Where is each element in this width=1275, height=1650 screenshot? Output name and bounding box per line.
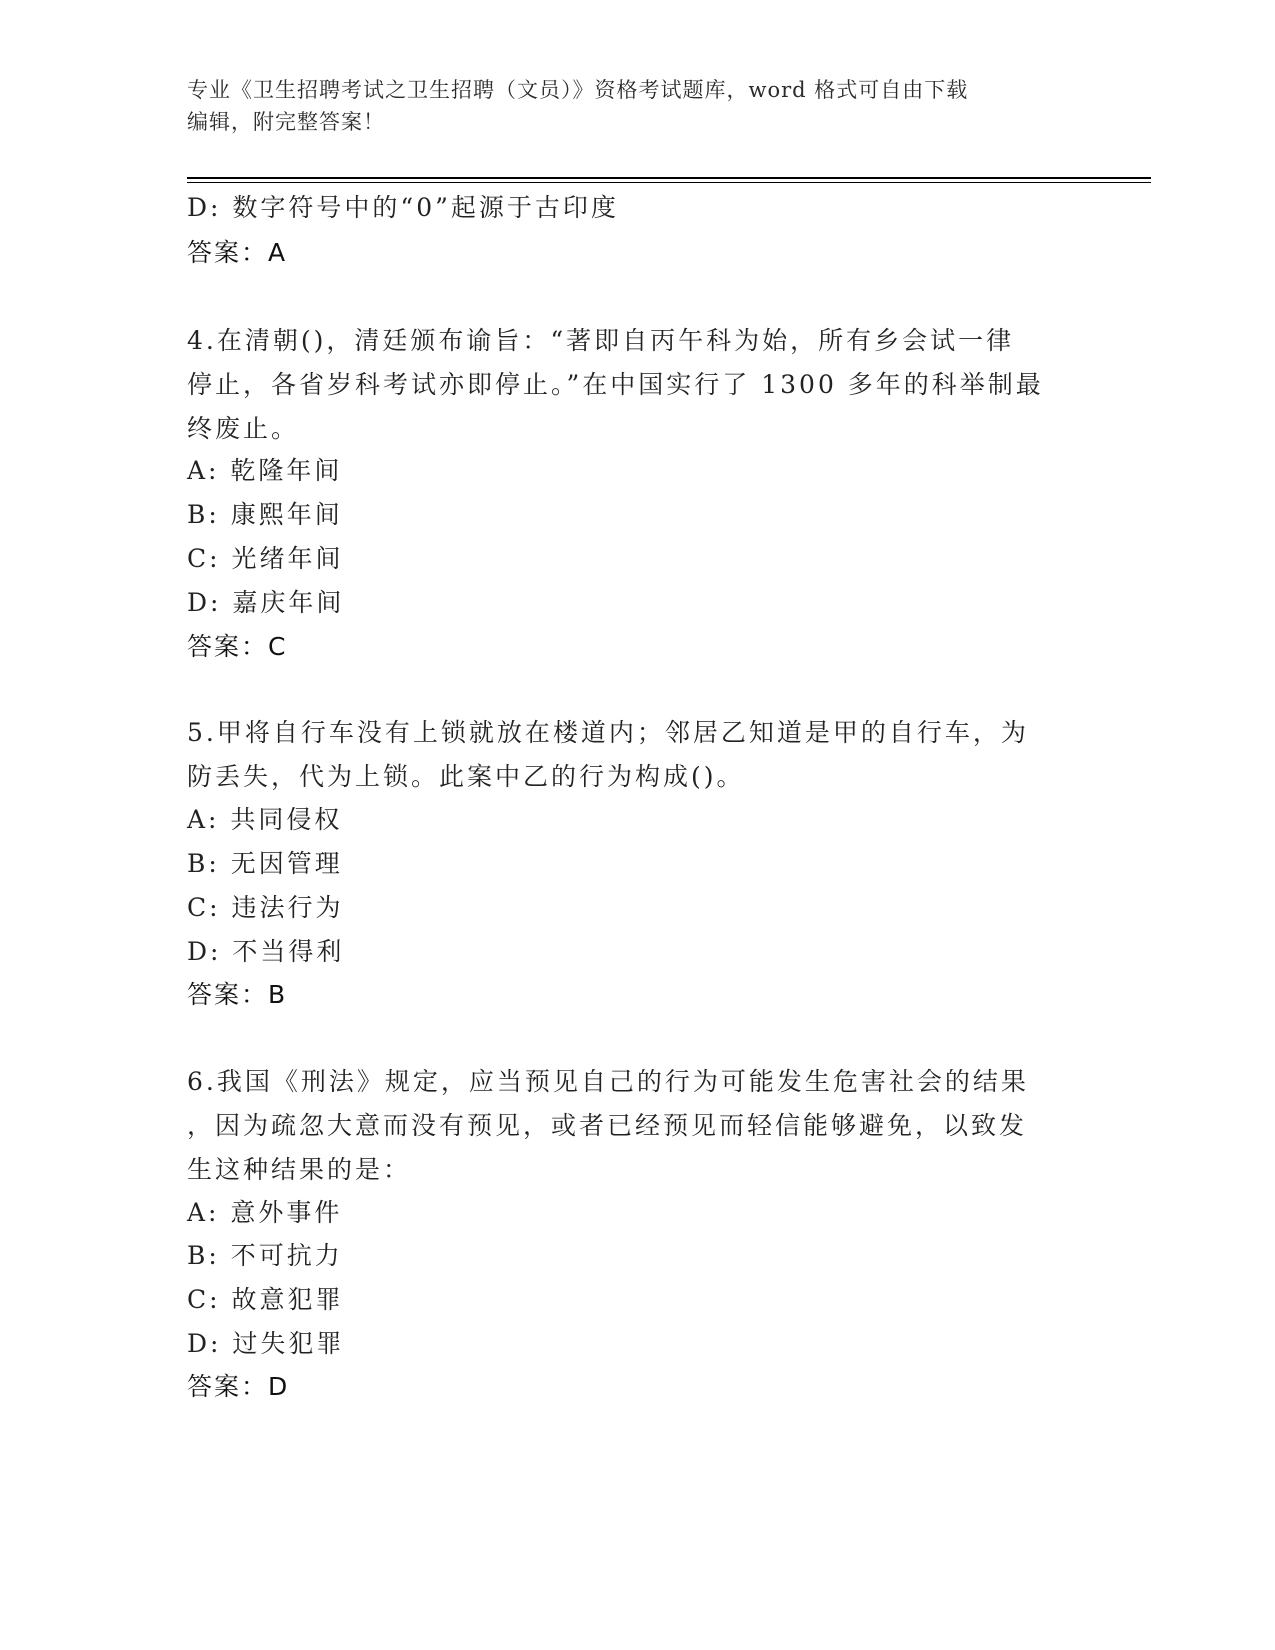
q6-option-c: C: 故意犯罪 xyxy=(187,1285,344,1314)
q6-text-line-3: 生这种结果的是： xyxy=(187,1155,412,1184)
q5-option-b: B: 无因管理 xyxy=(187,849,343,878)
q6-option-a: A: 意外事件 xyxy=(187,1198,343,1227)
q6-option-b: B: 不可抗力 xyxy=(187,1241,343,1270)
q5-option-c: C: 违法行为 xyxy=(187,893,344,922)
header-line-1: 专业《卫生招聘考试之卫生招聘（文员）》资格考试题库，word 格式可自由下载 xyxy=(187,78,969,102)
q4-option-a: A: 乾隆年间 xyxy=(187,456,343,485)
q5-answer: 答案：B xyxy=(187,980,288,1009)
q4-option-b: B: 康熙年间 xyxy=(187,500,343,529)
q5-text-line-2: 防丢失，代为上锁。此案中乙的行为构成()。 xyxy=(187,762,745,791)
q4-option-d: D: 嘉庆年间 xyxy=(187,588,345,617)
q6-answer: 答案：D xyxy=(187,1372,290,1401)
q4-text-line-3: 终废止。 xyxy=(187,414,300,443)
q5-option-a: A: 共同侵权 xyxy=(187,805,343,834)
q4-answer: 答案：C xyxy=(187,632,288,661)
page-header xyxy=(187,74,1087,138)
q6-text-line-2: ，因为疏忽大意而没有预见，或者已经预见而轻信能够避免，以致发 xyxy=(187,1111,1028,1140)
q3-answer: 答案：A xyxy=(187,238,288,267)
header-line-2: 编辑，附完整答案！ xyxy=(187,110,385,134)
q5-text-line-1: 5.甲将自行车没有上锁就放在楼道内；邻居乙知道是甲的自行车，为 xyxy=(187,718,1029,747)
q5-option-d: D: 不当得利 xyxy=(187,937,345,966)
header-divider-thin xyxy=(187,182,1151,183)
q4-text-line-2: 停止，各省岁科考试亦即停止。”在中国实行了 1300 多年的科举制最 xyxy=(187,370,1044,399)
q4-option-c: C: 光绪年间 xyxy=(187,544,344,573)
q6-text-line-1: 6.我国《刑法》规定，应当预见自己的行为可能发生危害社会的结果 xyxy=(187,1067,1029,1096)
header-divider-thick xyxy=(187,177,1151,179)
q3-option-d: D: 数字符号中的“0”起源于古印度 xyxy=(187,193,619,222)
q6-option-d: D: 过失犯罪 xyxy=(187,1329,345,1358)
q4-text-line-1: 4.在清朝()，清廷颁布谕旨：“著即自丙午科为始，所有乡会试一律 xyxy=(187,326,1015,355)
